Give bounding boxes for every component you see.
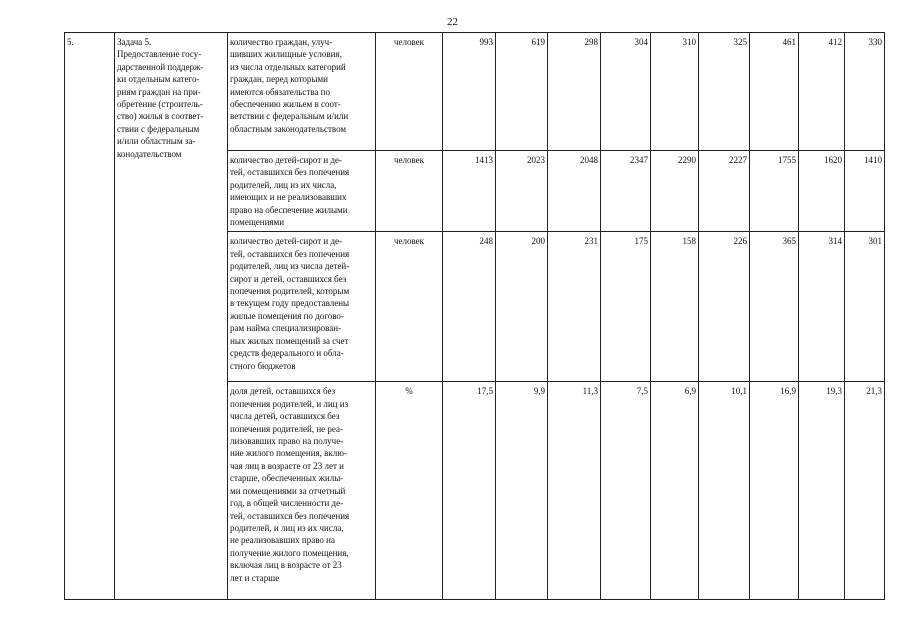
indicator-line: старше, обеспеченных жилы-: [230, 473, 344, 484]
task-line: конодательством: [117, 148, 182, 159]
indicator-line: тей, оставшихся без попечения: [230, 248, 350, 259]
task-line: ки отдельным катего-: [117, 74, 200, 85]
value-cell: 248: [443, 232, 496, 382]
indicator-line: ние жилого помещения, вклю-: [230, 448, 347, 459]
indicator-line: получение жилого помещения,: [230, 547, 349, 558]
indicator-line: родителей, лиц из их числа,: [230, 179, 337, 190]
indicator-line: средств федерального и обла-: [230, 348, 344, 359]
value-cell: 2227: [699, 151, 750, 232]
task-description-cell: [115, 33, 228, 600]
indicator-line: имеющих и не реализовавших: [230, 192, 347, 203]
value-cell: 365: [750, 232, 799, 382]
indicator-line: тей, оставшихся без попечения: [230, 167, 350, 178]
value-cell: 325: [699, 33, 750, 151]
value-cell: 1410: [845, 151, 885, 232]
task-line: Задача 5.: [117, 37, 152, 47]
value-cell: 304: [601, 33, 651, 151]
task-line: ство) жилья в соответ-: [117, 111, 204, 122]
indicator-line: количество граждан, улуч-: [230, 37, 333, 47]
unit-cell: %: [376, 382, 443, 600]
indicator-line: включая лиц в возрасте от 23: [230, 560, 342, 571]
value-cell: 200: [496, 232, 548, 382]
value-cell: 1755: [750, 151, 799, 232]
value-cell: 1620: [799, 151, 845, 232]
task-line: и/или областным за-: [117, 136, 196, 147]
indicator-line: ных жилых помещений за счет: [230, 335, 349, 346]
indicator-line: рам найма специализирован-: [230, 323, 342, 334]
indicator-line: доля детей, оставшихся без: [230, 386, 336, 397]
value-cell: 412: [799, 33, 845, 151]
task-line: ствии с федеральным: [117, 123, 200, 134]
task-line: риям граждан на при-: [117, 86, 201, 97]
indicator-line: имеются обязательства по: [230, 86, 330, 97]
indicator-line: ветствии с федеральным и/или: [230, 111, 349, 122]
indicator-line: количество детей-сирот и де-: [230, 236, 343, 247]
task-line: Предоставление госу-: [117, 49, 202, 60]
indicator-line: помещениями: [230, 217, 285, 228]
indicator-line: не реализовавших право на: [230, 535, 335, 546]
value-cell: 1413: [443, 151, 496, 232]
indicator-line: количество детей-сирот и де-: [230, 155, 343, 165]
indicator-line: право на обеспечение жилыми: [230, 204, 348, 215]
indicator-line: областным законодательством: [230, 123, 347, 134]
value-cell: 314: [799, 232, 845, 382]
indicator-line: обеспечению жильем в соот-: [230, 99, 341, 110]
value-cell: 19,3: [799, 382, 845, 600]
indicator-line: попечения родителей, которым: [230, 286, 350, 297]
indicator-line: в текущем году предоставлены: [230, 298, 350, 309]
indicator-line: тей, оставшихся без попечения: [230, 510, 350, 521]
value-cell: 16,9: [750, 382, 799, 600]
unit-cell: человек: [376, 232, 443, 382]
value-cell: 2347: [601, 151, 651, 232]
indicator-line: жилые помещения по догово-: [230, 310, 344, 321]
table-row: [65, 33, 885, 151]
indicator-line: шивших жилищные условия,: [230, 49, 342, 60]
value-cell: 10,1: [699, 382, 750, 600]
unit-cell: человек: [376, 151, 443, 232]
indicator-line: год, в общей численности де-: [230, 498, 344, 509]
indicator-line: стного бюджетов: [230, 360, 296, 371]
value-cell: 158: [651, 232, 699, 382]
value-cell: 298: [548, 33, 601, 151]
task-line: дарственной поддерж-: [117, 61, 204, 72]
value-cell: 17,5: [443, 382, 496, 600]
indicator-line: родителей, лиц из числа детей-: [230, 261, 350, 272]
indicator-line: родителей, и лиц из их числа,: [230, 522, 344, 533]
value-cell: 461: [750, 33, 799, 151]
indicators-table: [64, 32, 885, 600]
value-cell: 2048: [548, 151, 601, 232]
value-cell: 619: [496, 33, 548, 151]
indicator-line: лет и старше: [230, 572, 280, 583]
value-cell: 231: [548, 232, 601, 382]
value-cell: 175: [601, 232, 651, 382]
value-cell: 2023: [496, 151, 548, 232]
value-cell: 226: [699, 232, 750, 382]
indicator-name-cell: [228, 151, 376, 232]
indicator-line: попечения родителей, и лиц из: [230, 398, 349, 409]
indicator-name-cell: [228, 232, 376, 382]
indicator-name-cell: [228, 382, 376, 600]
value-cell: 9,9: [496, 382, 548, 600]
value-cell: 2290: [651, 151, 699, 232]
indicator-line: граждан, перед которыми: [230, 74, 328, 85]
indicator-line: попечения родителей, не реа-: [230, 423, 343, 434]
value-cell: 310: [651, 33, 699, 151]
value-cell: 993: [443, 33, 496, 151]
indicator-line: сирот и детей, оставшихся без: [230, 273, 347, 284]
value-cell: 6,9: [651, 382, 699, 600]
value-cell: 7,5: [601, 382, 651, 600]
indicator-line: ми помещениями за отчетный: [230, 485, 346, 496]
value-cell: 21,3: [845, 382, 885, 600]
task-line: обретение (строитель-: [117, 99, 203, 110]
table-body: [65, 33, 885, 600]
row-number-cell: 5.: [65, 33, 115, 600]
unit-cell: человек: [376, 33, 443, 151]
indicator-name-cell: [228, 33, 376, 151]
indicator-line: чая лиц в возрасте от 23 лет и: [230, 460, 344, 471]
page-number: 22: [447, 16, 458, 28]
value-cell: 330: [845, 33, 885, 151]
indicator-line: лизовавших право на получе-: [230, 436, 344, 447]
indicator-line: числа детей, оставшихся без: [230, 411, 340, 422]
indicator-line: из числа отдельных категорий: [230, 61, 346, 72]
value-cell: 11,3: [548, 382, 601, 600]
value-cell: 301: [845, 232, 885, 382]
